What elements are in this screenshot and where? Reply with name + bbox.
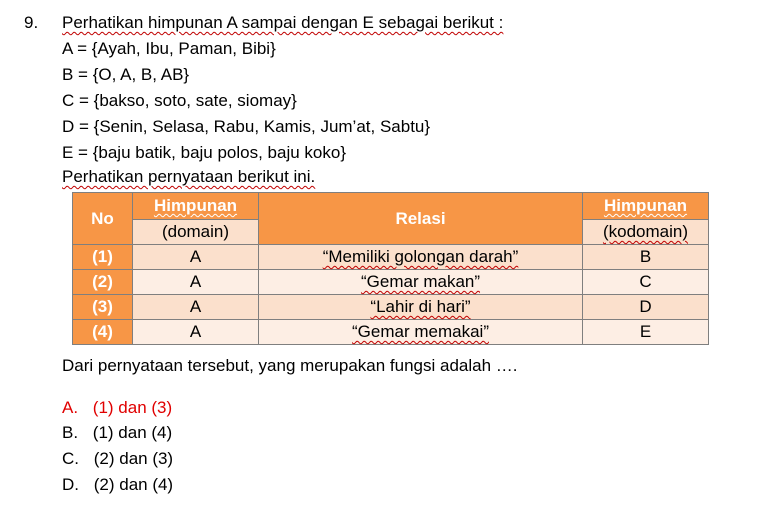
option-c[interactable] bbox=[62, 449, 173, 469]
option-label: A. bbox=[62, 398, 79, 417]
row-relation: “Memiliki golongan darah” bbox=[259, 245, 583, 270]
table-row bbox=[73, 270, 709, 295]
set-c: C = {bakso, soto, sate, siomay} bbox=[62, 91, 297, 110]
statement-intro: Perhatikan pernyataan berikut ini. bbox=[62, 167, 316, 186]
row-codomain: D bbox=[583, 295, 709, 320]
row-domain: A bbox=[133, 295, 259, 320]
header-relation: Relasi bbox=[259, 193, 583, 245]
row-number: (2) bbox=[73, 270, 133, 295]
option-text: (2) dan (4) bbox=[93, 475, 174, 494]
table-row bbox=[73, 320, 709, 345]
option-text: (2) dan (3) bbox=[93, 449, 174, 468]
question-prompt: Dari pernyataan tersebut, yang merupakan fungsi adalah …. bbox=[62, 356, 518, 375]
row-number: (1) bbox=[73, 245, 133, 270]
row-codomain: E bbox=[583, 320, 709, 345]
row-domain: A bbox=[133, 270, 259, 295]
row-codomain: B bbox=[583, 245, 709, 270]
option-b[interactable] bbox=[62, 423, 172, 443]
row-relation: “Lahir di hari” bbox=[259, 295, 583, 320]
option-label: B. bbox=[62, 423, 79, 442]
set-d: D = {Senin, Selasa, Rabu, Kamis, Jum’at, Sabtu} bbox=[62, 117, 431, 136]
header-domain-sub: (domain) bbox=[133, 220, 259, 245]
option-text: (1) dan (3) bbox=[92, 398, 173, 417]
table-row bbox=[73, 245, 709, 270]
relation-table bbox=[72, 192, 709, 345]
question-intro: Perhatikan himpunan A sampai dengan E sebagai berikut : bbox=[62, 13, 504, 32]
option-d[interactable] bbox=[62, 475, 173, 495]
option-text: (1) dan (4) bbox=[92, 423, 173, 442]
header-codomain-sub: (kodomain) bbox=[583, 220, 709, 245]
question-number: 9. bbox=[24, 13, 39, 32]
row-number: (3) bbox=[73, 295, 133, 320]
row-domain: A bbox=[133, 245, 259, 270]
header-domain-top: Himpunan bbox=[133, 193, 259, 220]
option-label: C. bbox=[62, 449, 79, 468]
set-e: E = {baju batik, baju polos, baju koko} bbox=[62, 143, 347, 162]
table-row bbox=[73, 295, 709, 320]
option-a[interactable] bbox=[62, 398, 172, 418]
row-number: (4) bbox=[73, 320, 133, 345]
set-b: B = {O, A, B, AB} bbox=[62, 65, 190, 84]
row-domain: A bbox=[133, 320, 259, 345]
row-codomain: C bbox=[583, 270, 709, 295]
row-relation: “Gemar memakai” bbox=[259, 320, 583, 345]
row-relation: “Gemar makan” bbox=[259, 270, 583, 295]
header-no: No bbox=[73, 193, 133, 245]
option-label: D. bbox=[62, 475, 79, 494]
header-codomain-top: Himpunan bbox=[583, 193, 709, 220]
set-a: A = {Ayah, Ibu, Paman, Bibi} bbox=[62, 39, 276, 58]
